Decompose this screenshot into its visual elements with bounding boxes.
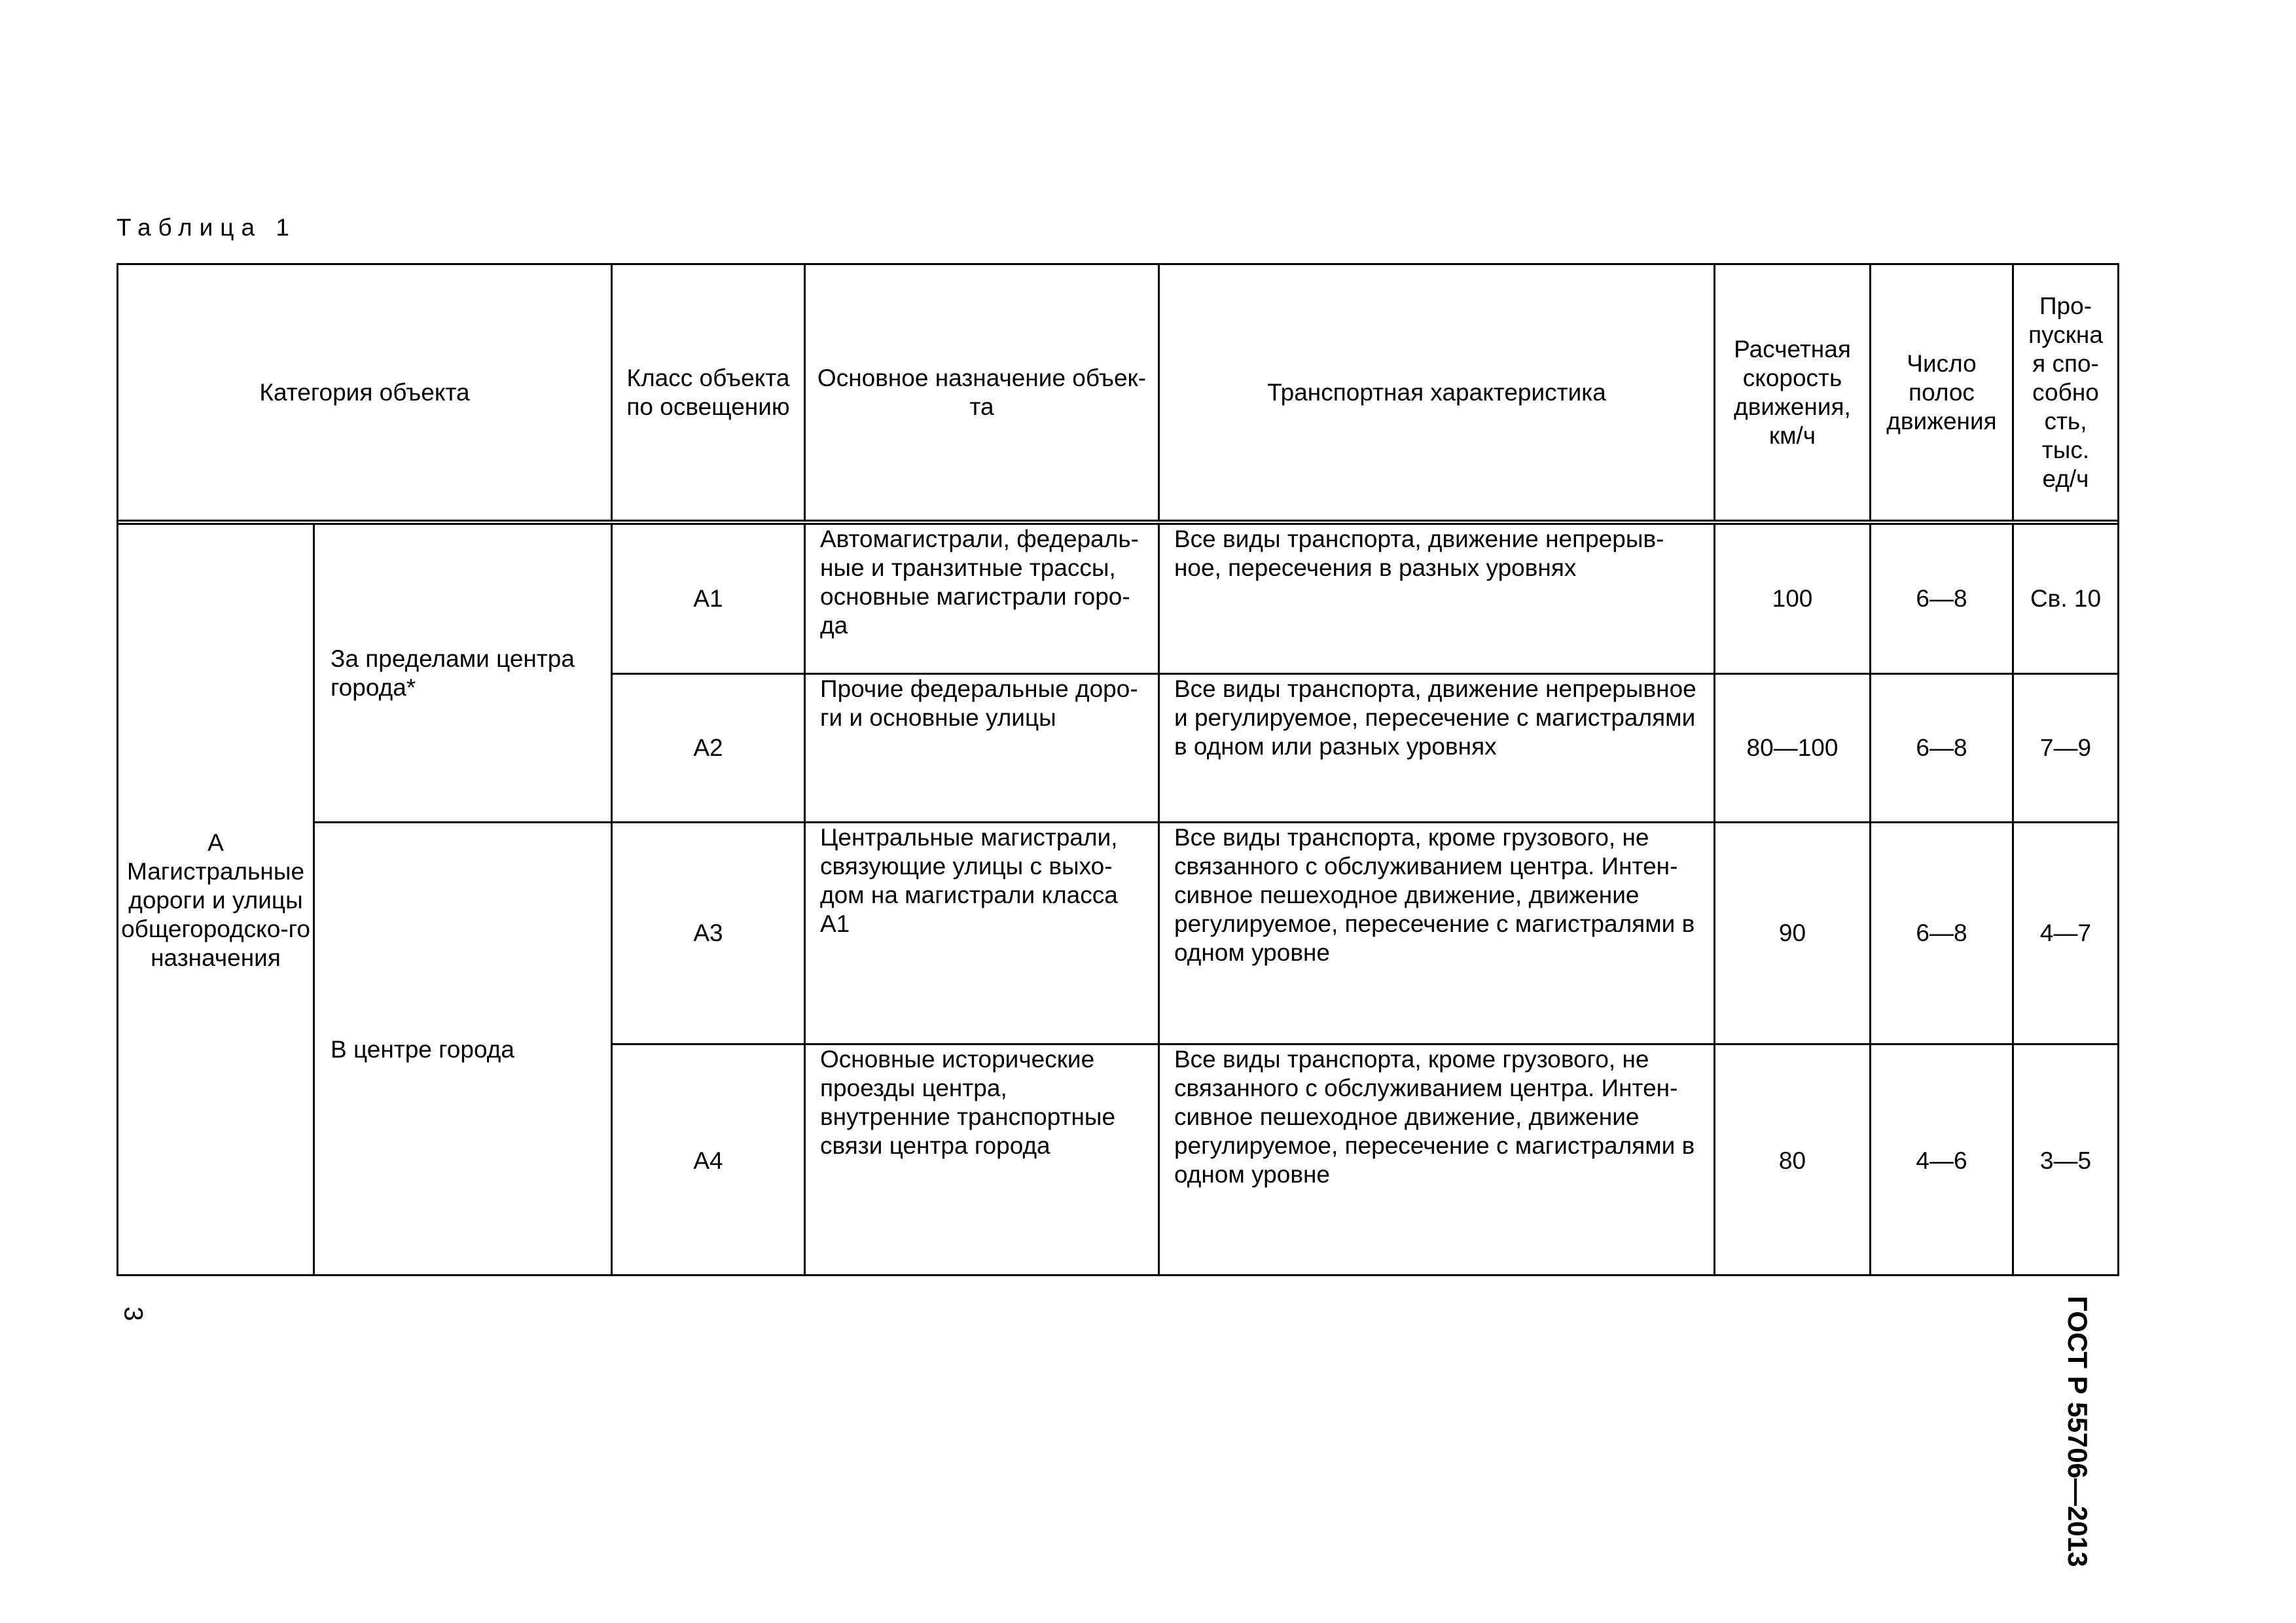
row-a3-purpose: Центральные магистрали, связующие улицы с выхо-дом на магистрали класса А1 [820,824,1118,937]
row-a2-capacity: 7—9 [2039,734,2092,761]
header-separator [118,520,2117,525]
classification-table [117,263,2119,1276]
row-a2-speed: 80—100 [1746,734,1839,761]
row-a3-class: А3 [693,919,723,946]
header-capacity: Про-пускна я спо-собно сть, тыс. ед/ч [2028,292,2103,492]
header-light-class: Класс объекта по освещению [626,364,790,420]
header-transport: Транспортная характеристика [1267,378,1606,406]
row-a1-purpose: Автомагистрали, федераль-ные и транзитные трассы, основные магистрали горо-да [820,526,1139,639]
row-a3-capacity: 4—7 [2039,919,2092,946]
row-a4-class: А4 [693,1147,723,1174]
row-a4-capacity: 3—5 [2039,1147,2092,1174]
row-a3-lanes: 6—8 [1916,919,1967,946]
row-a3-speed: 90 [1778,919,1806,946]
header-speed: Расчетная скорость движения, км/ч [1734,335,1851,449]
subgroup-outside-center: За пределами центра города* [331,645,575,701]
row-a4-purpose: Основные исторические проезды центра, внутренние транспортные связи центра города [820,1046,1116,1159]
subgroup-city-center: В центре города [331,1036,514,1063]
row-a4-transport: Все виды транспорта, кроме грузового, не связанного с обслуживанием центра. Интен-сивное пешеходное движение, движение регулируемое, пересечение с магистралями в одном уровне [1174,1046,1695,1188]
standard-designation: ГОСТ Р 55706—2013 [2062,1296,2093,1567]
row-a4-speed: 80 [1778,1147,1806,1174]
row-a1-speed: 100 [1772,585,1813,612]
row-a2-transport: Все виды транспорта, движение непрерывное и регулируемое, пересечение с магистралями в одном или разных уровнях [1174,675,1696,760]
row-a2-class: А2 [693,734,723,761]
row-a1-transport: Все виды транспорта, движение непрерыв-ное, пересечения в разных уровнях [1174,526,1664,581]
row-a1-capacity: Св. 10 [2030,585,2102,612]
row-a3-transport: Все виды транспорта, кроме грузового, не связанного с обслуживанием центра. Интен-сивное пешеходное движение, движение регулируемое, пересечение с магистралями в одном уровне [1174,824,1695,966]
row-a1-lanes: 6—8 [1916,585,1967,612]
group-a-label: А Магистральные дороги и улицы общегородско-го назначения [121,829,310,971]
header-lanes: Число полос движения [1886,349,1997,435]
page-number: 3 [118,1306,148,1321]
header-purpose: Основное назначение объек-та [817,364,1147,420]
header-category: Категория объекта [259,378,470,406]
row-a4-lanes: 4—6 [1916,1147,1967,1174]
row-a2-lanes: 6—8 [1916,734,1967,761]
table-caption: Таблица 1 [117,214,296,241]
row-a2-purpose: Прочие федеральные доро-ги и основные улицы [820,675,1138,731]
row-a1-class: А1 [693,585,723,612]
